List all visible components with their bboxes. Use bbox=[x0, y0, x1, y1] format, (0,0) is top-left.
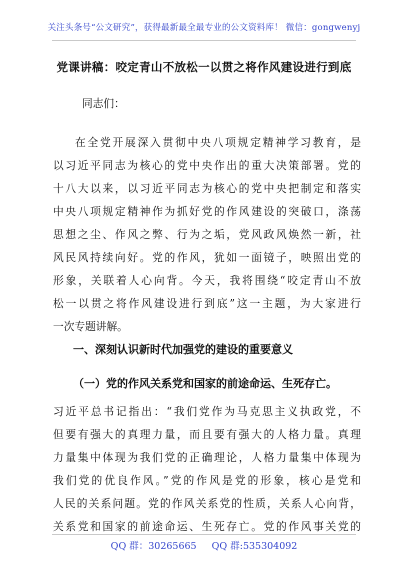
paragraph-line: 力量集中体现为我们党的正确理论，人格力量集中体现为 bbox=[53, 451, 361, 464]
paragraph-line: 人民的关系问题。党的作风关系党的性质，关系人心向背， bbox=[53, 497, 361, 510]
header-divider bbox=[52, 40, 356, 41]
paragraph-line: 关系党和国家的前途命运、生死存亡。党的作风事关党的 bbox=[53, 520, 361, 533]
paragraph-line: 思想之尘、作风之弊、行为之垢，党风政风焕然一新，社 bbox=[53, 228, 361, 241]
paragraph-line: 松一以贯之将作风建设进行到底”这一主题，为大家进行 bbox=[53, 297, 361, 310]
greeting: 同志们： bbox=[82, 97, 125, 110]
paragraph-line: 形象，关联着人心向背。今天，我将围绕“咬定青山不放 bbox=[53, 274, 361, 287]
footer bbox=[0, 538, 408, 552]
footer-divider bbox=[52, 534, 356, 535]
paragraph-line: 习近平总书记指出：“我们党作为马克思主义执政党，不 bbox=[53, 405, 361, 418]
paragraph-1 bbox=[53, 131, 361, 338]
paragraph-line: 中央八项规定精神作为抓好党的作风建设的突破口，涤荡 bbox=[53, 205, 361, 218]
paragraph-line: 十八大以来，以习近平同志为核心的党中央把制定和落实 bbox=[53, 182, 361, 195]
paragraph-line: 但要有强大的真理力量，而且要有强大的人格力量。真理 bbox=[53, 428, 361, 441]
section-heading: 一、深刻认识新时代加强党的建设的重要意义 bbox=[73, 343, 293, 356]
qq-group-1: QQ 群：30265665 bbox=[110, 541, 197, 552]
paragraph-line: 风民风持续向好。党的作风，犹如一面镜子，映照出党的 bbox=[53, 251, 361, 264]
subsection-heading: （一）党的作风关系党和国家的前途命运、生死存亡。 bbox=[73, 377, 337, 390]
qq-group-2: QQ 群:535304092 bbox=[211, 541, 298, 552]
top-banner: 关注头条号“公文研究”，获得最新最全最专业的公文资料库！ 微信：gongwenyj bbox=[47, 23, 361, 33]
paragraph-line: 一次专题讲解。 bbox=[53, 320, 128, 333]
paragraph-line: 在全党开展深入贯彻中央八项规定精神学习教育，是 bbox=[75, 136, 361, 149]
paragraph-line: 以习近平同志为核心的党中央作出的重大决策部署。党的 bbox=[53, 159, 361, 172]
paragraph-line: 我们党的优良作风。”党的作风是党的形象，核心是党和 bbox=[53, 474, 361, 487]
document-title: 党课讲稿：咬定青山不放松一以贯之将作风建设进行到底 bbox=[56, 60, 352, 74]
paragraph-2 bbox=[53, 400, 361, 538]
